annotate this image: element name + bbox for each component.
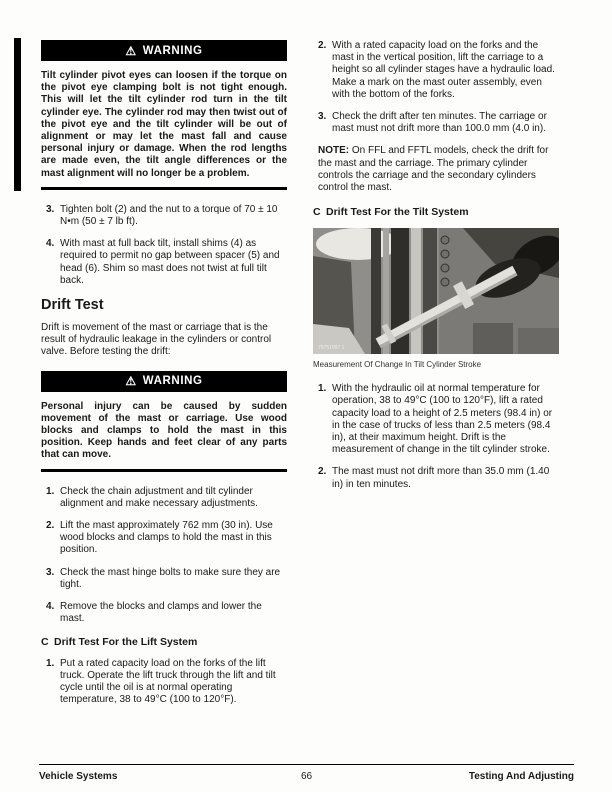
list-item-text: With the hydraulic oil at normal temperature for operation, 38 to 49°C (100 to 120°F), lift a rated capacity load to a height of 2.5 meters (98.4 in) or in the case of trucks of less than 2.5 meters (98.4 in), at their maximum height. Drift is the measurement of change in the tilt cylinder stroke. [332,383,553,456]
note-paragraph [313,145,559,194]
warning-box-sudden-movement [41,371,287,472]
warning-icon: ⚠ [125,43,137,58]
list-item [313,466,559,490]
list-item-number: 1. [46,485,55,497]
photo-caption: Measurement Of Change In Tilt Cylinder Stroke [313,360,482,370]
list-item-text: Check the chain adjustment and tilt cylinder alignment and make necessary adjustments. [60,485,258,509]
list-item-text: Check the drift after ten minutes. The carriage or mast must not drift more than 100.0 mm (4.0 in). [332,111,547,135]
list-item-text: Remove the blocks and clamps and lower the mast. [60,601,262,625]
subsection-heading-lift-system [41,636,287,648]
two-column-layout [41,40,560,716]
list-item [41,486,287,510]
warning-text: Personal injury can be caused by sudden movement of the mast or carriage. Use wood blocks and clamps to hold the mast in this position. Keep hands and feet clear of any parts that can move. [41,400,287,461]
list-item-text: With mast at full back tilt, install shims (4) as required to permit no gap between spacer (5) and head (6). Shim so mast does not twist at full tilt back. [60,238,280,286]
tilt-cylinder-photo-image [313,228,559,354]
photo-id-label: 79751997 1 [318,345,345,352]
list-item-number: 1. [318,383,327,395]
list-item-number: 4. [46,238,55,250]
list-item-text: Tighten bolt (2) and the nut to a torque of 70 ± 10 N•m (50 ± 7 lb ft). [60,203,278,228]
warning-icon: ⚠ [125,374,137,389]
list-item [41,520,287,557]
list-item-text: Check the mast hinge bolts to make sure they are tight. [60,566,281,590]
list-item [313,383,559,456]
list-item-text: Lift the mast approximately 762 mm (30 in). Use wood blocks and clamps to hold the mast in this position. [60,520,273,556]
warning-box-pivot-eyes [41,40,287,190]
list-item [41,567,287,591]
list-item-number: 2. [46,520,55,532]
intro-paragraph: Drift is movement of the mast or carriage that is the result of hydraulic leakage in the cylinders or control valve. Before testing the drift: [41,322,272,358]
footer-section-left: Vehicle Systems [39,771,118,782]
list-item [41,601,287,625]
list-item [313,40,559,101]
list-item-number: 2. [318,40,327,51]
change-marker: C [313,206,321,219]
subsection-heading-text: Drift Test For the Tilt System [326,206,469,219]
page-number: 66 [300,771,313,782]
list-item-number: 2. [318,466,327,478]
left-column [41,40,287,716]
footer-section-right: Testing And Adjusting [468,771,574,782]
warning-header-label: WARNING [142,375,203,388]
list-item-number: 4. [46,601,55,613]
revision-change-bar [14,38,21,191]
section-heading-drift-test: Drift Test [41,297,104,314]
warning-header [41,371,287,392]
list-item [41,658,287,707]
tilt-cylinder-photo [313,228,559,354]
list-item-number: 1. [46,657,55,669]
change-marker: C [41,635,49,648]
warning-header-label: WARNING [142,44,203,57]
subsection-heading-tilt-system [313,206,559,218]
list-item [313,111,559,135]
list-item [41,204,287,228]
list-item-text: Put a rated capacity load on the forks of the lift truck. Operate the lift truck through the lift and tilt cycle until the oil is at normal operating temperature, 38 to 49°C (100 to 120°F). [60,657,276,706]
list-item-number: 3. [46,203,55,215]
list-item-text: The mast must not drift more than 35.0 mm (1.40 in) in ten minutes. [332,466,550,490]
warning-text: Tilt cylinder pivot eyes can loosen if the torque on the pivot eye clamping bolt is not tight enough. This will let the tilt cylinder rod turn in the tilt cylinder eye. The cylinder rod may then twist out of the pivot eye and the tilt cylinder will be out of alignment or may let the mast fall and cause personal injury or damage. When the rod lengths are made even, the tilt angle differences or the mast alignment will no longer be a problem. [41,70,287,179]
subsection-heading-text: Drift Test For the Lift System [54,635,198,648]
note-text: On FFL and FFTL models, check the drift for the mast and the carriage. The primary cylinder controls the carriage and the secondary cylinders control the mast. [318,145,549,194]
list-item-number: 3. [46,566,55,578]
page-footer [39,764,574,782]
warning-header [41,40,287,61]
list-item-number: 3. [318,111,327,123]
right-column [313,40,559,716]
list-item [41,238,287,287]
note-label: NOTE: [318,145,350,157]
list-item-text: With a rated capacity load on the forks and the mast in the vertical position, lift the carriage to a height so all cylinder stages have a hydraulic load. Make a mark on the mast outer assembly, even with the bottom of the forks. [332,40,555,100]
